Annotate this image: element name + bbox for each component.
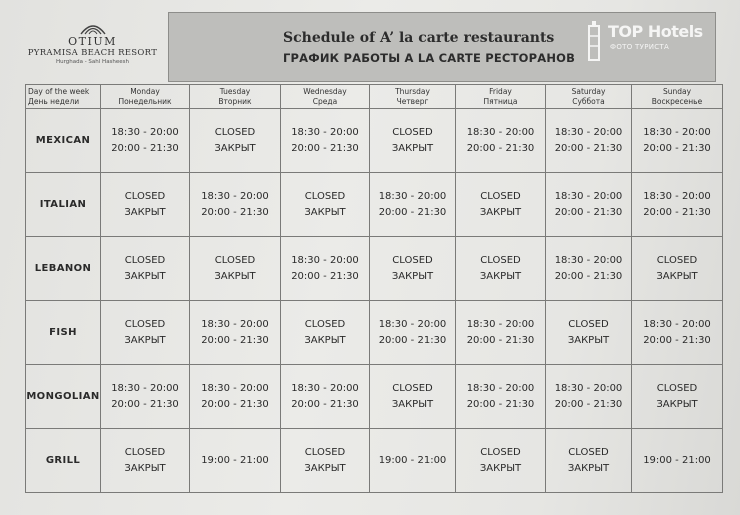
cell-text: ЗАКРЫТ: [304, 334, 346, 346]
schedule-cell: [190, 109, 281, 173]
schedule-cell: [370, 237, 456, 301]
header-row: [26, 85, 723, 109]
schedule-cell: [632, 301, 723, 365]
schedule-cell: [546, 237, 632, 301]
cell-text: CLOSED: [392, 126, 433, 138]
day-name-en: Friday: [489, 86, 512, 96]
schedule-cell: [190, 429, 281, 493]
schedule-cell: [456, 365, 546, 429]
cell-text: CLOSED: [656, 254, 698, 266]
schedule-cell: [190, 173, 281, 237]
day-name-en: Thursday: [395, 86, 430, 96]
cell-text: 20:00 - 21:30: [201, 206, 269, 218]
cell-text: 18:30 - 20:00: [111, 126, 179, 138]
cell-text: ЗАКРЫТ: [124, 206, 166, 218]
schedule-cell: [546, 173, 632, 237]
cell-text: 20:00 - 21:30: [111, 398, 179, 410]
cell-text: ЗАКРЫТ: [214, 270, 256, 282]
cell-text: CLOSED: [392, 254, 433, 266]
schedule-cell: [456, 109, 546, 173]
cell-text: 18:30 - 20:00: [466, 382, 535, 394]
cell-text: CLOSED: [124, 190, 166, 202]
cell-text: 20:00 - 21:30: [111, 142, 179, 154]
cell-text: CLOSED: [214, 254, 256, 266]
cell-text: 20:00 - 21:30: [554, 206, 623, 218]
schedule-cell: [370, 301, 456, 365]
logo-name: OTIUM: [68, 35, 117, 48]
schedule-cell: [190, 237, 281, 301]
cell-text: 18:30 - 20:00: [466, 318, 535, 330]
cell-text: 18:30 - 20:00: [291, 254, 359, 266]
schedule-cell: [101, 109, 190, 173]
restaurant-name: MEXICAN: [26, 109, 101, 173]
day-name-ru: Среда: [312, 96, 338, 106]
schedule-cell: [281, 429, 370, 493]
cell-text: 20:00 - 21:30: [554, 270, 623, 282]
tophotels-watermark: [578, 16, 703, 76]
day-header: [632, 85, 723, 109]
cell-text: CLOSED: [304, 190, 346, 202]
cell-text: ЗАКРЫТ: [304, 462, 346, 474]
cell-text: 18:30 - 20:00: [554, 190, 623, 202]
cell-text: ЗАКРЫТ: [391, 270, 434, 282]
tower-icon: [580, 20, 608, 64]
cell-text: 19:00 - 21:00: [378, 454, 447, 466]
restaurant-name: ITALIAN: [26, 173, 101, 237]
schedule-cell: [101, 237, 190, 301]
cell-text: 19:00 - 21:00: [201, 454, 269, 466]
schedule-cell: [546, 429, 632, 493]
schedule-cell: [546, 301, 632, 365]
cell-text: CLOSED: [568, 446, 609, 458]
logo-location: Hurghada - Sahl Hasheesh: [55, 59, 130, 65]
cell-text: ЗАКРЫТ: [567, 334, 610, 346]
schedule-cell: [101, 301, 190, 365]
cell-text: CLOSED: [480, 254, 521, 266]
cell-text: 18:30 - 20:00: [378, 318, 447, 330]
schedule-cell: [370, 365, 456, 429]
cell-text: 18:30 - 20:00: [643, 190, 711, 202]
cell-text: 18:30 - 20:00: [378, 190, 447, 202]
cell-text: 18:30 - 20:00: [201, 382, 269, 394]
cell-text: CLOSED: [568, 318, 609, 330]
title-russian: ГРАФИК РАБОТЫ А LA CARTE РЕСТОРАНОВ: [283, 51, 576, 65]
hotel-logo: [20, 22, 165, 67]
watermark-subtext: ФОТО ТУРИСТА: [610, 43, 670, 51]
cell-text: 20:00 - 21:30: [466, 142, 535, 154]
schedule-cell: [456, 173, 546, 237]
cell-text: 18:30 - 20:00: [643, 318, 711, 330]
corner-label-ru: День недели: [28, 96, 80, 106]
cell-text: ЗАКРЫТ: [656, 398, 698, 410]
schedule-cell: [546, 109, 632, 173]
day-name-en: Saturday: [571, 86, 606, 96]
day-name-en: Sunday: [662, 86, 692, 96]
day-name-ru: Четверг: [396, 96, 429, 106]
cell-text: ЗАКРЫТ: [656, 270, 698, 282]
cell-text: 19:00 - 21:00: [643, 454, 711, 466]
schedule-cell: [456, 237, 546, 301]
schedule-table: [25, 84, 723, 493]
day-name-en: Wednesday: [303, 86, 347, 96]
day-header: [190, 85, 281, 109]
day-name-ru: Воскресенье: [651, 96, 703, 106]
schedule-cell: [101, 173, 190, 237]
cell-text: CLOSED: [304, 446, 346, 458]
cell-text: 20:00 - 21:30: [643, 334, 711, 346]
cell-text: 20:00 - 21:30: [466, 334, 535, 346]
cell-text: 20:00 - 21:30: [291, 142, 359, 154]
cell-text: CLOSED: [304, 318, 346, 330]
restaurant-name: LEBANON: [26, 237, 101, 301]
cell-text: 20:00 - 21:30: [291, 398, 359, 410]
schedule-cell: [456, 429, 546, 493]
cell-text: 20:00 - 21:30: [643, 206, 711, 218]
cell-text: 18:30 - 20:00: [111, 382, 179, 394]
cell-text: CLOSED: [480, 190, 521, 202]
cell-text: ЗАКРЫТ: [391, 398, 434, 410]
cell-text: 18:30 - 20:00: [291, 382, 359, 394]
schedule-cell: [190, 301, 281, 365]
cell-text: ЗАКРЫТ: [567, 462, 610, 474]
restaurant-name: FISH: [26, 301, 101, 365]
cell-text: 20:00 - 21:30: [291, 270, 359, 282]
day-name-ru: Понедельник: [118, 96, 172, 106]
otium-emblem-icon: [80, 22, 106, 35]
cell-text: 20:00 - 21:30: [554, 142, 623, 154]
schedule-cell: [281, 173, 370, 237]
day-header: [546, 85, 632, 109]
cell-text: 18:30 - 20:00: [291, 126, 359, 138]
schedule-cell: [456, 301, 546, 365]
cell-text: 20:00 - 21:30: [378, 334, 447, 346]
schedule-cell: [632, 237, 723, 301]
restaurant-row: [26, 109, 723, 173]
cell-text: 18:30 - 20:00: [201, 318, 269, 330]
cell-text: 18:30 - 20:00: [643, 126, 711, 138]
cell-text: ЗАКРЫТ: [124, 462, 166, 474]
title-english: Schedule of A’ la carte restaurants: [283, 30, 555, 46]
restaurant-row: [26, 237, 723, 301]
restaurant-row: [26, 429, 723, 493]
cell-text: ЗАКРЫТ: [304, 206, 346, 218]
cell-text: CLOSED: [214, 126, 256, 138]
schedule-cell: [370, 109, 456, 173]
schedule-cell: [370, 173, 456, 237]
day-name-ru: Суббота: [572, 96, 605, 106]
day-header: [456, 85, 546, 109]
cell-text: CLOSED: [656, 382, 698, 394]
schedule-cell: [632, 173, 723, 237]
restaurant-row: [26, 301, 723, 365]
cell-text: 20:00 - 21:30: [201, 398, 269, 410]
schedule-cell: [632, 365, 723, 429]
day-name-en: Monday: [130, 86, 160, 96]
schedule-cell: [281, 109, 370, 173]
restaurant-name: GRILL: [26, 429, 101, 493]
cell-text: 18:30 - 20:00: [466, 126, 535, 138]
schedule-cell: [281, 365, 370, 429]
cell-text: ЗАКРЫТ: [479, 206, 522, 218]
day-header: [281, 85, 370, 109]
restaurant-row: [26, 365, 723, 429]
cell-text: ЗАКРЫТ: [124, 270, 166, 282]
cell-text: 18:30 - 20:00: [554, 254, 623, 266]
day-header: [370, 85, 456, 109]
cell-text: 20:00 - 21:30: [378, 206, 447, 218]
cell-text: ЗАКРЫТ: [391, 142, 434, 154]
corner-label-en: Day of the week: [28, 86, 90, 96]
cell-text: CLOSED: [124, 254, 166, 266]
schedule-cell: [632, 109, 723, 173]
cell-text: CLOSED: [392, 382, 433, 394]
schedule-cell: [281, 301, 370, 365]
day-name-en: Tuesday: [219, 86, 251, 96]
watermark-text: TOP Hotels: [608, 22, 703, 41]
cell-text: 20:00 - 21:30: [554, 398, 623, 410]
restaurant-name: MONGOLIAN: [26, 365, 101, 429]
cell-text: ЗАКРЫТ: [214, 142, 256, 154]
schedule-cell: [281, 237, 370, 301]
cell-text: 20:00 - 21:30: [466, 398, 535, 410]
cell-text: ЗАКРЫТ: [479, 270, 522, 282]
restaurant-row: [26, 173, 723, 237]
cell-text: 20:00 - 21:30: [201, 334, 269, 346]
cell-text: 18:30 - 20:00: [201, 190, 269, 202]
schedule-cell: [370, 429, 456, 493]
cell-text: CLOSED: [124, 446, 166, 458]
day-name-ru: Пятница: [483, 96, 518, 106]
cell-text: CLOSED: [124, 318, 166, 330]
cell-text: 18:30 - 20:00: [554, 126, 623, 138]
day-header: [101, 85, 190, 109]
logo-resort: PYRAMISA BEACH RESORT: [27, 48, 158, 58]
schedule-cell: [190, 365, 281, 429]
day-of-week-header: [26, 85, 101, 109]
cell-text: ЗАКРЫТ: [124, 334, 166, 346]
cell-text: 18:30 - 20:00: [554, 382, 623, 394]
day-name-ru: Вторник: [218, 96, 252, 106]
schedule-cell: [101, 365, 190, 429]
schedule-cell: [632, 429, 723, 493]
cell-text: ЗАКРЫТ: [479, 462, 522, 474]
schedule-cell: [546, 365, 632, 429]
cell-text: 20:00 - 21:30: [643, 142, 711, 154]
cell-text: CLOSED: [480, 446, 521, 458]
schedule-cell: [101, 429, 190, 493]
